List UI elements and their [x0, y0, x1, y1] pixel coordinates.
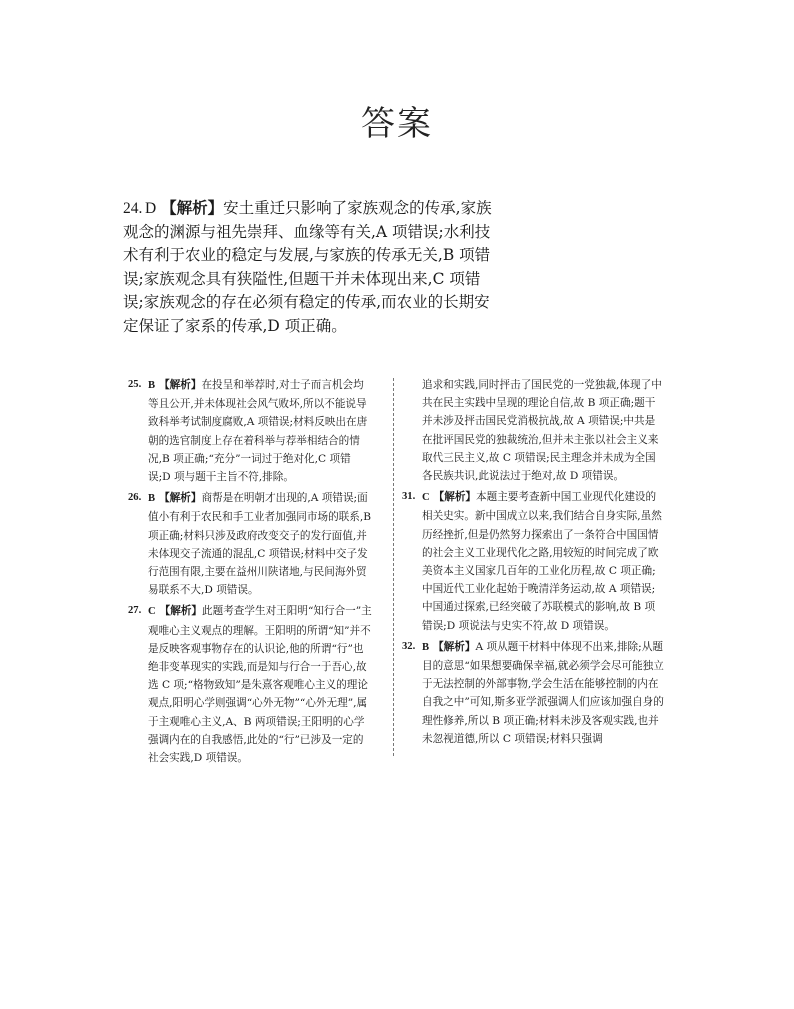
- right-column: [402, 376, 664, 751]
- question-number: 32.: [402, 640, 416, 652]
- analysis-tag: 【解析】: [159, 492, 202, 505]
- column-divider: [393, 378, 394, 756]
- question-27: [128, 602, 373, 767]
- analysis-tag: 【解析】: [159, 379, 202, 391]
- question-24: [123, 196, 493, 338]
- analysis-text: 商帮是在明朝才出现的,A 项错误;面值小有利于农民和手工业者加强同市场的联系,B 项正确;材料只涉及政府改变交子的发行面值,并未体现交子流通的混乱,C 项错误;材料中交子发行范围有限,主要在益州川陕诸地,与民间海外贸易联系不大,D 项错误。: [148, 492, 372, 597]
- analysis-text: 在投呈和举荐时,对士子而言机会均等且公开,并未体现社会风气败坏,所以不能说导致科举考试制度腐败,A 项错误;材料反映出在唐朝的选官制度上存在着科举与荐举相结合的情况,B 项正确;“充分”一词过于绝对化,C 项错误;D 项与题干主旨不符,排除。: [148, 379, 368, 484]
- question-number: 26.: [128, 492, 142, 504]
- question-26: [128, 489, 373, 599]
- question-number: 31.: [402, 491, 416, 503]
- answer-letter: B: [148, 493, 156, 505]
- analysis-text: 本题主要考查新中国工业现代化建设的相关史实。新中国成立以来,我们结合自身实际,虽然历经挫折,但是仍然努力探索出了一条符合中国国情的社会主义工业现代化之路,用较短的时间完成了欧美资本主义国家几百年的工业化历程,故 C 项正确;中国近代工业化起始于晚清洋务运动,故 A 项错误;中国通过探索,已经突破了苏联模式的影响,故 B 项错误;D 项说法与史实不符,故 D 项错误。: [422, 491, 662, 632]
- question-32: [402, 638, 664, 748]
- question-number: 27.: [128, 605, 142, 617]
- question-number: 24.: [123, 200, 143, 217]
- question-25: [128, 376, 373, 486]
- analysis-text: A 项从题干材料中体现不出来,排除;从题目的意思“如果想要确保幸福,就必须学会尽可能独立于无法控制的外部事物,学会生活在能够控制的内在自我之中”可知,斯多亚学派强调人们应该加强自身的理性修养,所以 B 项正确;材料未涉及客观实践,也并未忽视道德,所以 C 项错误;材料只强调: [422, 640, 664, 745]
- page-title: 答案: [361, 104, 433, 144]
- analysis-tag: 【解析】: [433, 640, 476, 653]
- answer-letter: B: [422, 641, 430, 653]
- left-column: [128, 376, 373, 770]
- answer-letter: C: [422, 492, 430, 504]
- analysis-text: 安土重迁只影响了家族观念的传承,家族观念的渊源与祖先崇拜、血缘等有关,A 项错误;水利技术有利于农业的稳定与发展,与家族的传承无关,B 项错误;家族观念具有狭隘性,但题干并未体现出来,C 项错误;家族观念的存在必须有稳定的传承,而农业的长期安定保证了家系的传承,D 项正确。: [123, 199, 492, 335]
- answer-letter: C: [148, 606, 156, 618]
- analysis-tag: 【解析】: [433, 491, 477, 504]
- answer-letter: B: [148, 380, 156, 391]
- question-31: [402, 488, 664, 635]
- analysis-tag: 【解析】: [159, 605, 203, 618]
- answer-letter: D: [145, 200, 157, 217]
- question-number: 25.: [128, 379, 142, 390]
- analysis-tag: 【解析】: [161, 198, 224, 217]
- analysis-text: 此题考查学生对王阳明“知行合一”主观唯心主义观点的理解。王阳明的所谓“知”并不是反映客观事物存在的认识论,他的所谓“行”也绝非变革现实的实践,而是知与行合一于吾心,故选 C 项;“格物致知”是朱熹客观唯心主义的理论观点,阳明心学则强调“心外无物”“心外无理”,属于主观唯心主义,A、B 两项错误;王阳明的心学强调内在的自我感悟,此处的“行”已涉及一定的社会实践,D 项错误。: [148, 605, 372, 765]
- continued-answer: 追求和实践,同时抨击了国民党的一党独裁,体现了中共在民主实践中呈现的理论自信,故 B 项正确;题干并未涉及抨击国民党消极抗战,故 A 项错误;中共是在批评国民党的独裁统治,但并未主张以社会主义来取代三民主义,故 C 项错误;民主理念并未成为全国各民族共识,此说法过于绝对,故 D 项错误。: [422, 379, 662, 483]
